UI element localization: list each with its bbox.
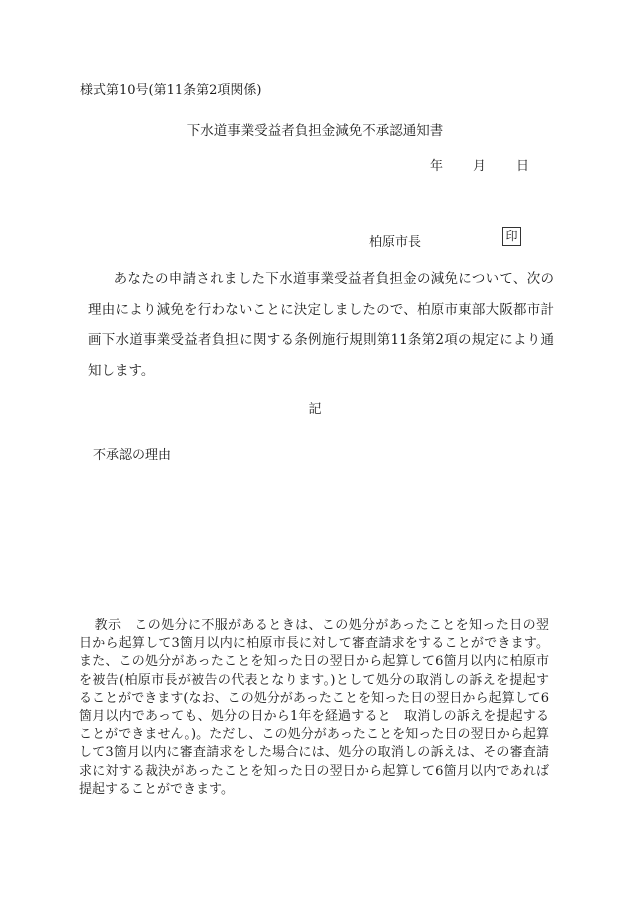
issuer-name: 柏原市長 [369, 235, 422, 250]
appeal-notice [79, 617, 549, 799]
reason-heading: 不承認の理由 [93, 448, 172, 463]
date-row [430, 155, 529, 174]
ki-marker: 記 [308, 402, 322, 417]
document-title: 下水道事業受益者負担金減免不承認通知書 [186, 123, 444, 139]
body-paragraph: あなたの申請されました下水道事業受益者負担金の減免について、次の理由により減免を行わないことに決定しましたので、柏原市東部大阪都市計画下水道事業受益者負担に関する条例施行規則第11条第2項の規定により通知します。 [88, 271, 554, 379]
seal-mark: 印 [502, 227, 521, 246]
form-number: 様式第10号(第11条第2項関係) [80, 83, 262, 98]
date-month: 月 [473, 159, 487, 174]
notice-label: 教示 [94, 618, 122, 633]
date-day: 日 [516, 159, 530, 174]
date-year: 年 [430, 159, 444, 174]
notice-text: この処分に不服があるときは、この処分があったことを知った日の翌日から起算して3箇月以内に柏原市長に対して審査請求をすることができます。また、この処分があったことを知った日の翌日から起算して6箇月以内に柏原市を被告(柏原市長が被告の代表となります。)として処分の取消しの訴えを提起することができます(なお、この処分があったことを知った日の翌日から起算して6箇月以内であっても、処分の日から1年を経過すると 取消しの訴えを提起することができません。)。ただし、この処分があったことを知った日の翌日から起算して3箇月以内に審査請求をした場合には、処分の取消しの訴えは、その審査請求に対する裁決があったことを知った日の翌日から起算して6箇月以内であれば提起することができます。 [79, 618, 549, 797]
